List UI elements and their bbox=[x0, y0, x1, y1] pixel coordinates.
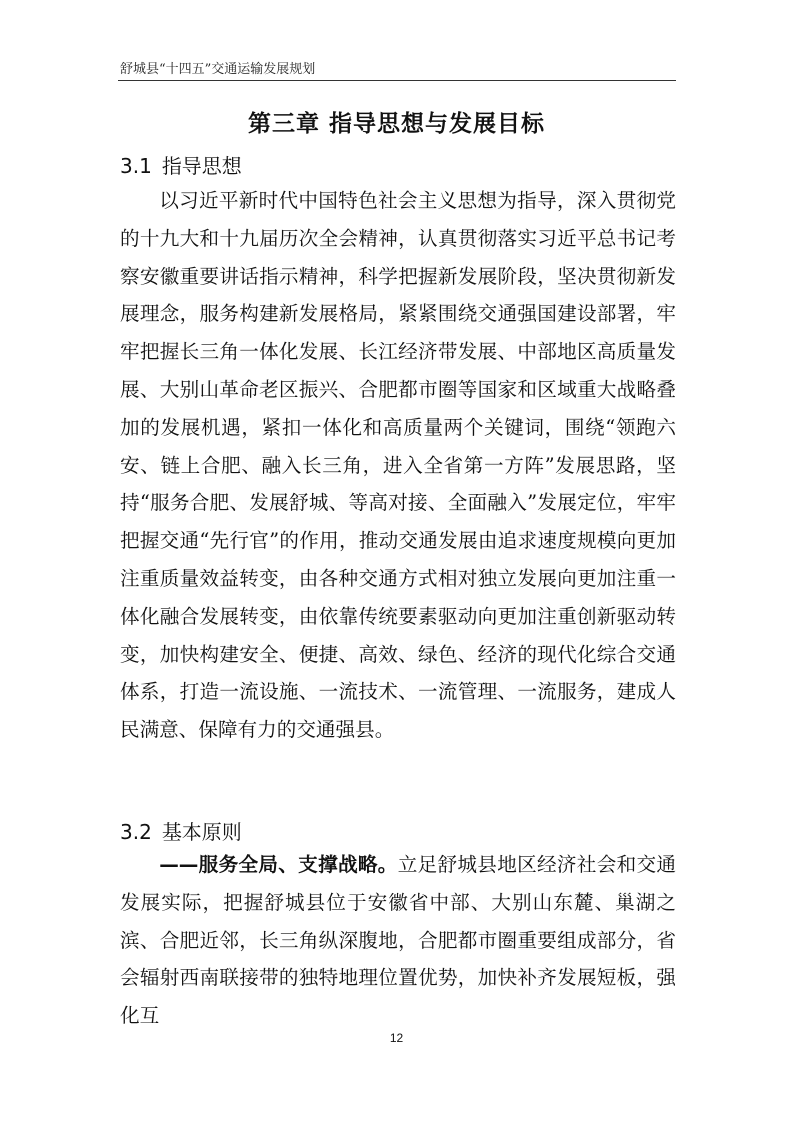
page-number: 12 bbox=[389, 1031, 404, 1045]
guiding-ideology-paragraph: 以习近平新时代中国特色社会主义思想为指导，深入贯彻党的十九大和十九届历次全会精神，认真贯彻落实习近平总书记考察安徽重要讲话指示精神，科学把握新发展阶段，坚决贯彻新发展理念，服务构建新发展格局，紧紧围绕交通强国建设部署，牢牢把握长三角一体化发展、长江经济带发展、中部地区高质量发展、大别山革命老区振兴、合肥都市圈等国家和区域重大战略叠加的发展机遇，紧扣一体化和高质量两个关键词，围绕“领跑六安、链上合肥、融入长三角，进入全省第一方阵”发展思路，坚持“服务合肥、发展舒城、等高对接、全面融入”发展定位，牢牢把握交通“先行官”的作用，推动交通发展由追求速度规模向更加注重质量效益转变，由各种交通方式相对独立发展向更加注重一体化融合发展转变，由依靠传统要素驱动向更加注重创新驱动转变，加快构建安全、便捷、高效、绿色、经济的现代化综合交通体系，打造一流设施、一流技术、一流管理、一流服务，建成人民满意、保障有力的交通强县。 bbox=[120, 189, 676, 742]
running-header: 舒城县“十四五”交通运输发展规划 bbox=[120, 62, 316, 77]
principle-paragraph bbox=[120, 846, 676, 1035]
section-number: 3.1 bbox=[120, 154, 152, 178]
section-title: 指导思想 bbox=[161, 154, 242, 178]
principle-body: 立足舒城县地区经济社会和交通发展实际，把握舒城县位于安徽省中部、大别山东麓、巢湖之滨、合肥近邻，长三角纵深腹地，合肥都市圈重要组成部分，省会辐射西南联接带的独特地理位置优势，加快补齐发展短板，强化互 bbox=[120, 853, 677, 1028]
chapter-title: 第三章 指导思想与发展目标 bbox=[247, 111, 545, 137]
header-divider bbox=[118, 80, 676, 81]
section-heading-3-2 bbox=[120, 816, 242, 845]
principle-lead: ——服务全局、支撑战略。 bbox=[159, 853, 398, 876]
section-heading-3-1 bbox=[120, 150, 242, 179]
section-number: 3.2 bbox=[120, 820, 152, 844]
section-title: 基本原则 bbox=[161, 820, 242, 844]
